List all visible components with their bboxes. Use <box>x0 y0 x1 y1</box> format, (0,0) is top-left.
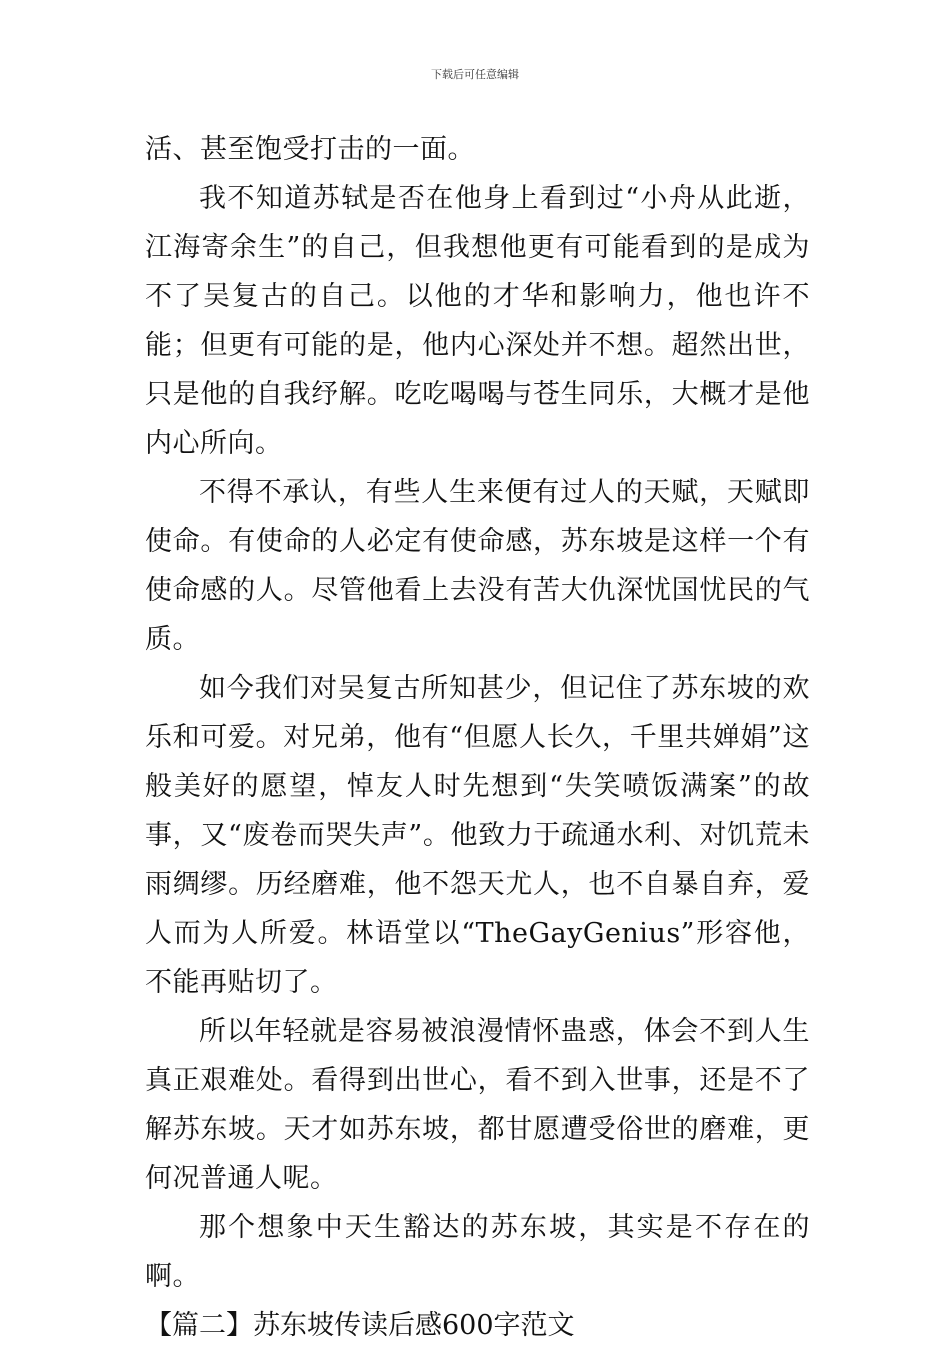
paragraph: 不得不承认，有些人生来便有过人的天赋，天赋即使命。有使命的人必定有使命感，苏东坡是这样一个有使命感的人。尽管他看上去没有苦大仇深忧国忧民的气质。 <box>145 477 810 655</box>
paragraph: 我不知道苏轼是否在他身上看到过“小舟从此逝，江海寄余生”的自己，但我想他更有可能看到的是成为不了吴复古的自己。以他的才华和影响力，他也许不能；但更有可能的是，他内心深处并不想。超然出世，只是他的自我纾解。吃吃喝喝与苍生同乐，大概才是他内心所向。 <box>145 183 810 459</box>
document-body <box>145 125 810 1350</box>
paragraph: 所以年轻就是容易被浪漫情怀蛊惑，体会不到人生真正艰难处。看得到出世心，看不到入世事，还是不了解苏东坡。天才如苏东坡，都甘愿遭受俗世的磨难，更何况普通人呢。 <box>145 1016 810 1194</box>
paragraph-continuation: 活、甚至饱受打击的一面。 <box>145 134 475 165</box>
paragraph: 那个想象中天生豁达的苏东坡，其实是不存在的啊。 <box>145 1212 810 1292</box>
header-note: 下载后可任意编辑 <box>431 68 519 81</box>
paragraph: 如今我们对吴复古所知甚少，但记住了苏东坡的欢乐和可爱。对兄弟，他有“但愿人长久，千里共婵娟”这般美好的愿望，悼友人时先想到“失笑喷饭满案”的故事，又“废卷而哭失声”。他致力于疏通水利、对饥荒未雨绸缪。历经磨难，他不怨天尤人，也不自暴自弃，爱人而为人所爱。林语堂以“TheGayGenius”形容他，不能再贴切了。 <box>145 673 810 998</box>
section-heading: 【篇二】苏东坡传读后感600字范文 <box>145 1310 575 1341</box>
